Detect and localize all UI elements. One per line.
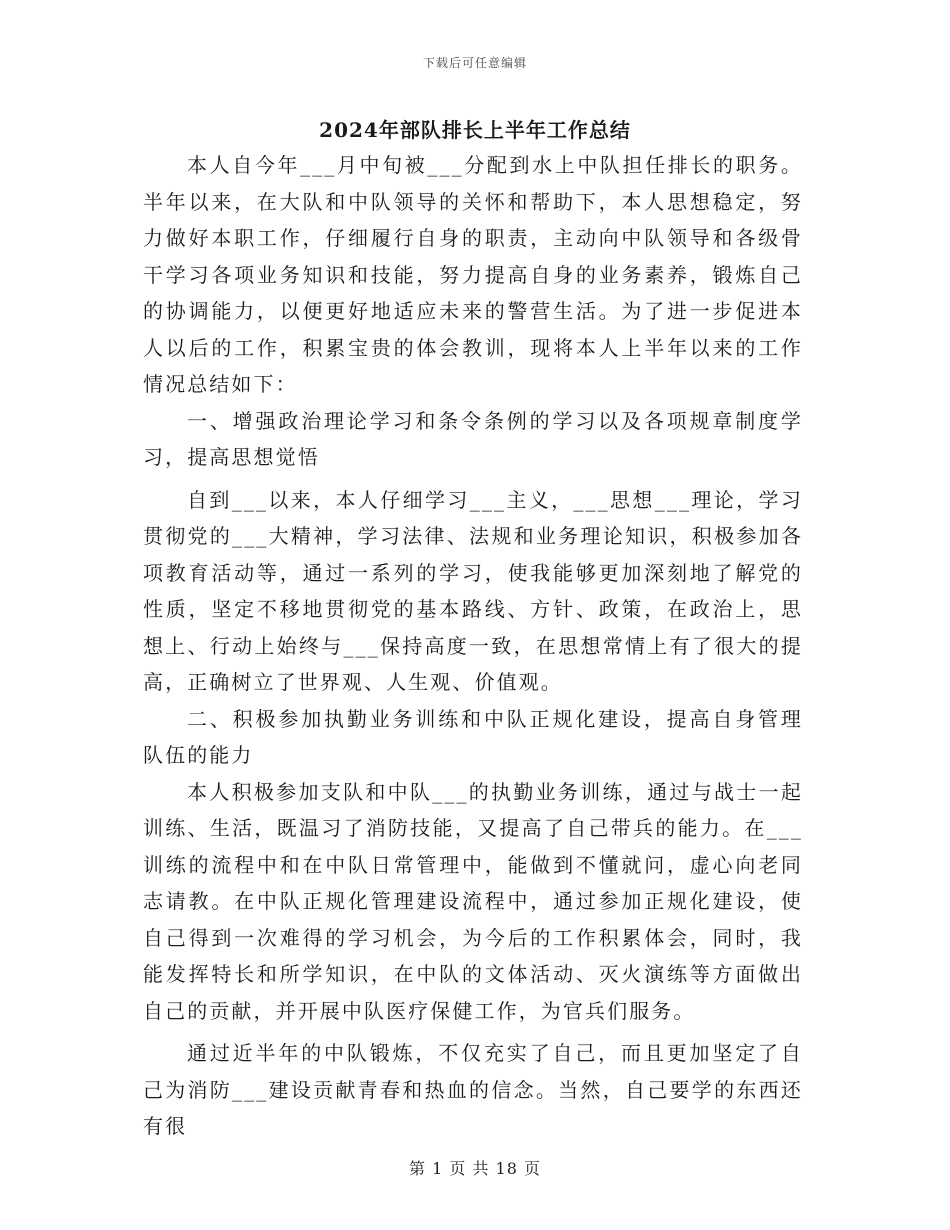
body-paragraph-section-2: 本人积极参加支队和中队___的执勤业务训练，通过与战士一起训练、生活，既温习了消防技能，又提高了自己带兵的能力。在___训练的流程中和在中队日常管理中，能做到不懂就问，虚心向老同志请教。在中队正规化管理建设流程中，通过参加正规化建设，使自己得到一次难得的学习机会，为今后的工作积累体会，同时，我能发挥特长和所学知识，在中队的文体活动、灭火演练等方面做出自己的贡献，并开展中队医疗保健工作，为官兵们服务。 xyxy=(143,779,803,1023)
document-body xyxy=(143,147,803,1145)
body-paragraph-conclusion: 通过近半年的中队锻炼，不仅充实了自己，而且更加坚定了自己为消防___建设贡献青春和热血的信念。当然，自己要学的东西还有很 xyxy=(143,1041,803,1138)
page-header-note: 下载后可任意编辑 xyxy=(422,56,527,70)
section-heading-2: 二、积极参加执勤业务训练和中队正规化建设，提高自身管理队伍的能力 xyxy=(143,706,803,767)
page-number: 第 1 页 共 18 页 xyxy=(409,1159,541,1178)
body-paragraph-section-1: 自到___以来，本人仔细学习___主义，___思想___理论，学习贯彻党的___大精神，学习法律、法规和业务理论知识，积极参加各项教育活动等，通过一系列的学习，使我能够更加深刻地了解党的性质，坚定不移地贯彻党的基本路线、方针、政策，在政治上，思想上、行动上始终与___保持高度一致，在思想常情上有了很大的提高，正确树立了世界观、人生观、价值观。 xyxy=(143,487,803,694)
body-paragraph-intro: 本人自今年___月中旬被___分配到水上中队担任排长的职务。半年以来，在大队和中队领导的关怀和帮助下，本人思想稳定，努力做好本职工作，仔细履行自身的职责，主动向中队领导和各级骨干学习各项业务知识和技能，努力提高自身的业务素养，锻炼自己的协调能力，以便更好地适应未来的警营生活。为了进一步促进本人以后的工作，积累宝贵的体会教训，现将本人上半年以来的工作情况总结如下： xyxy=(143,153,803,396)
document-title: 2024年部队排长上半年工作总结 xyxy=(319,118,631,142)
section-heading-1: 一、增强政治理论学习和条令条例的学习以及各项规章制度学习，提高思想觉悟 xyxy=(143,408,803,469)
